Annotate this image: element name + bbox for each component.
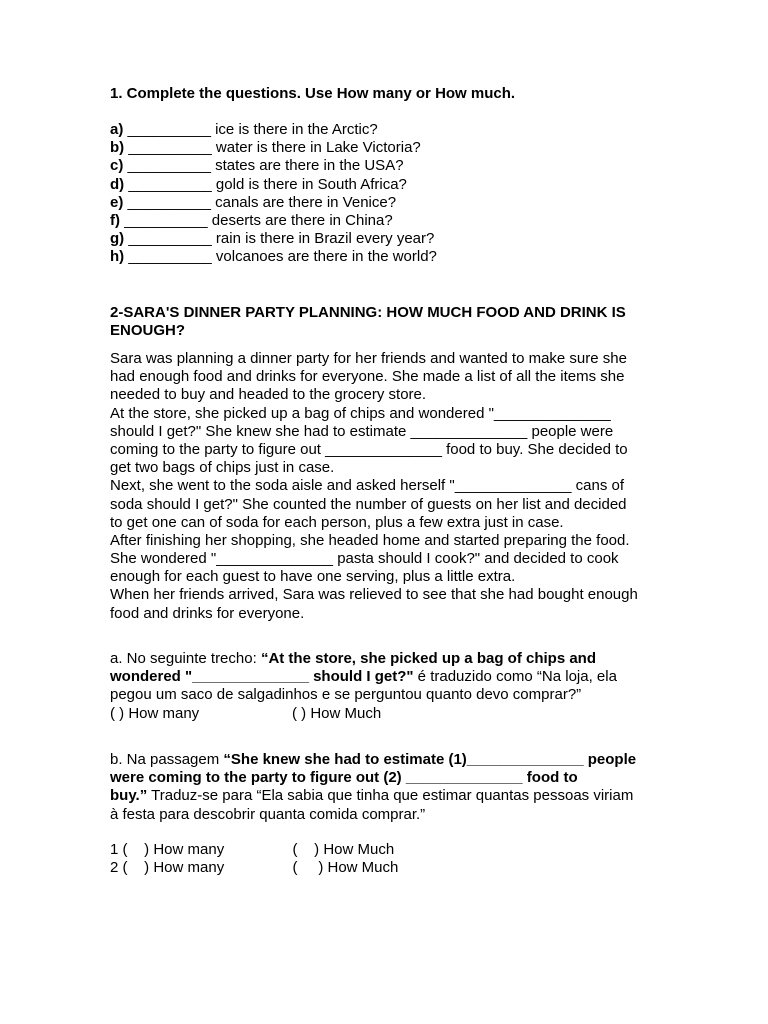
item-letter: h) xyxy=(110,248,125,266)
question-a-line xyxy=(110,650,658,668)
list-item xyxy=(110,194,658,212)
question-a-prefix: a. No seguinte trecho: xyxy=(110,650,261,667)
story-line: should I get?" She knew she had to estimate ______________ people were xyxy=(110,422,614,440)
item-letter: c) xyxy=(110,157,124,175)
story-line: After finishing her shopping, she headed home and started preparing the food. xyxy=(110,531,630,549)
story-line: to get one can of soda for each person, plus a few extra just in case. xyxy=(110,513,564,531)
question-b-line xyxy=(110,787,658,805)
question-b-quote: buy.” xyxy=(110,787,148,805)
item-letter: b) xyxy=(110,139,125,157)
question-a-quote: “At the store, she picked up a bag of chips and xyxy=(260,650,596,667)
option-number: 1 ( xyxy=(110,841,128,858)
list-item xyxy=(110,121,658,139)
question-b-line xyxy=(110,751,658,769)
item-text: __________ gold is there in South Africa? xyxy=(124,175,407,193)
item-letter: a) xyxy=(110,121,124,138)
item-text: __________ canals are there in Venice? xyxy=(123,193,397,211)
story-line: When her friends arrived, Sara was relieved to see that she had bought enough xyxy=(110,586,638,604)
list-item xyxy=(110,157,658,175)
exercise-2-title-line: ENOUGH? xyxy=(110,322,185,340)
question-a-line: pegou um saco de salgadinhos e se perguntou quanto devo comprar?” xyxy=(110,686,582,704)
item-text: __________ rain is there in Brazil every year? xyxy=(124,230,435,248)
story-paragraph xyxy=(110,350,658,623)
option-number: 2 ( xyxy=(110,859,128,877)
question-a-quote: wondered "______________ should I get?" xyxy=(110,668,414,686)
item-text: __________ volcanoes are there in the world? xyxy=(124,248,437,266)
list-item xyxy=(110,248,658,266)
question-b-line xyxy=(110,769,658,787)
option-how-many[interactable]: ) How many xyxy=(127,841,225,858)
question-b-options xyxy=(110,841,658,877)
story-line: had enough food and drinks for everyone. She made a list of all the items she xyxy=(110,368,625,386)
story-line: get two bags of chips just in case. xyxy=(110,459,335,477)
option-how-much[interactable]: ( ) How Much xyxy=(292,704,382,722)
story-line: Sara was planning a dinner party for her friends and wanted to make sure she xyxy=(110,350,627,367)
exercise-2-title xyxy=(110,304,658,340)
item-letter: e) xyxy=(110,193,124,211)
list-item xyxy=(110,230,658,248)
story-line: enough for each guest to have one serving, plus a little extra. xyxy=(110,568,516,586)
story-line: coming to the party to figure out ______________ food to buy. She decided to xyxy=(110,440,628,458)
story-line: food and drinks for everyone. xyxy=(110,604,305,622)
story-line: Next, she went to the soda aisle and asked herself "______________ cans of xyxy=(110,477,625,495)
option-how-much[interactable]: ( ) How Much xyxy=(292,841,395,858)
item-text: __________ ice is there in the Arctic? xyxy=(123,121,378,138)
question-b-prefix: b. Na passagem xyxy=(110,751,224,768)
exercise-1-title: 1. Complete the questions. Use How many or How much. xyxy=(110,85,516,102)
list-item xyxy=(110,212,658,230)
option-how-much[interactable]: ( ) How Much xyxy=(292,859,399,877)
option-how-many[interactable]: ( ) How many xyxy=(110,704,200,722)
story-line: At the store, she picked up a bag of chips and wondered "______________ xyxy=(110,404,611,422)
question-a-options xyxy=(110,705,658,723)
item-letter: f) xyxy=(110,211,120,229)
story-line: needed to buy and headed to the grocery store. xyxy=(110,386,427,404)
list-item xyxy=(110,139,658,157)
exercise-1-list xyxy=(110,121,658,267)
story-line: soda should I get?" She counted the number of guests on her list and decided xyxy=(110,495,627,513)
question-b xyxy=(110,751,658,824)
item-text: __________ water is there in Lake Victoria? xyxy=(124,139,421,157)
item-text: __________ states are there in the USA? xyxy=(123,157,404,175)
option-row xyxy=(110,841,658,859)
item-text: __________ deserts are there in China? xyxy=(120,211,393,229)
question-b-line: à festa para descobrir quanta comida comprar.” xyxy=(110,805,426,823)
question-a xyxy=(110,650,658,723)
option-row xyxy=(110,859,658,877)
question-b-quote: “She knew she had to estimate (1)______________ people xyxy=(223,751,637,768)
question-a-translation: é traduzido como “Na loja, ela xyxy=(413,668,617,686)
item-letter: d) xyxy=(110,175,125,193)
list-item xyxy=(110,176,658,194)
question-a-line xyxy=(110,668,658,686)
item-letter: g) xyxy=(110,230,125,248)
exercise-1 xyxy=(110,85,658,103)
option-how-many[interactable]: ) How many xyxy=(127,859,225,877)
exercise-2-title-line: 2-SARA'S DINNER PARTY PLANNING: HOW MUCH FOOD AND DRINK IS xyxy=(110,304,626,321)
question-b-quote: were coming to the party to figure out (2) ______________ food to xyxy=(110,769,578,787)
question-b-translation: Traduz-se para “Ela sabia que tinha que estimar quantas pessoas viriam xyxy=(147,787,634,805)
story-line: She wondered "______________ pasta should I cook?" and decided to cook xyxy=(110,550,619,568)
